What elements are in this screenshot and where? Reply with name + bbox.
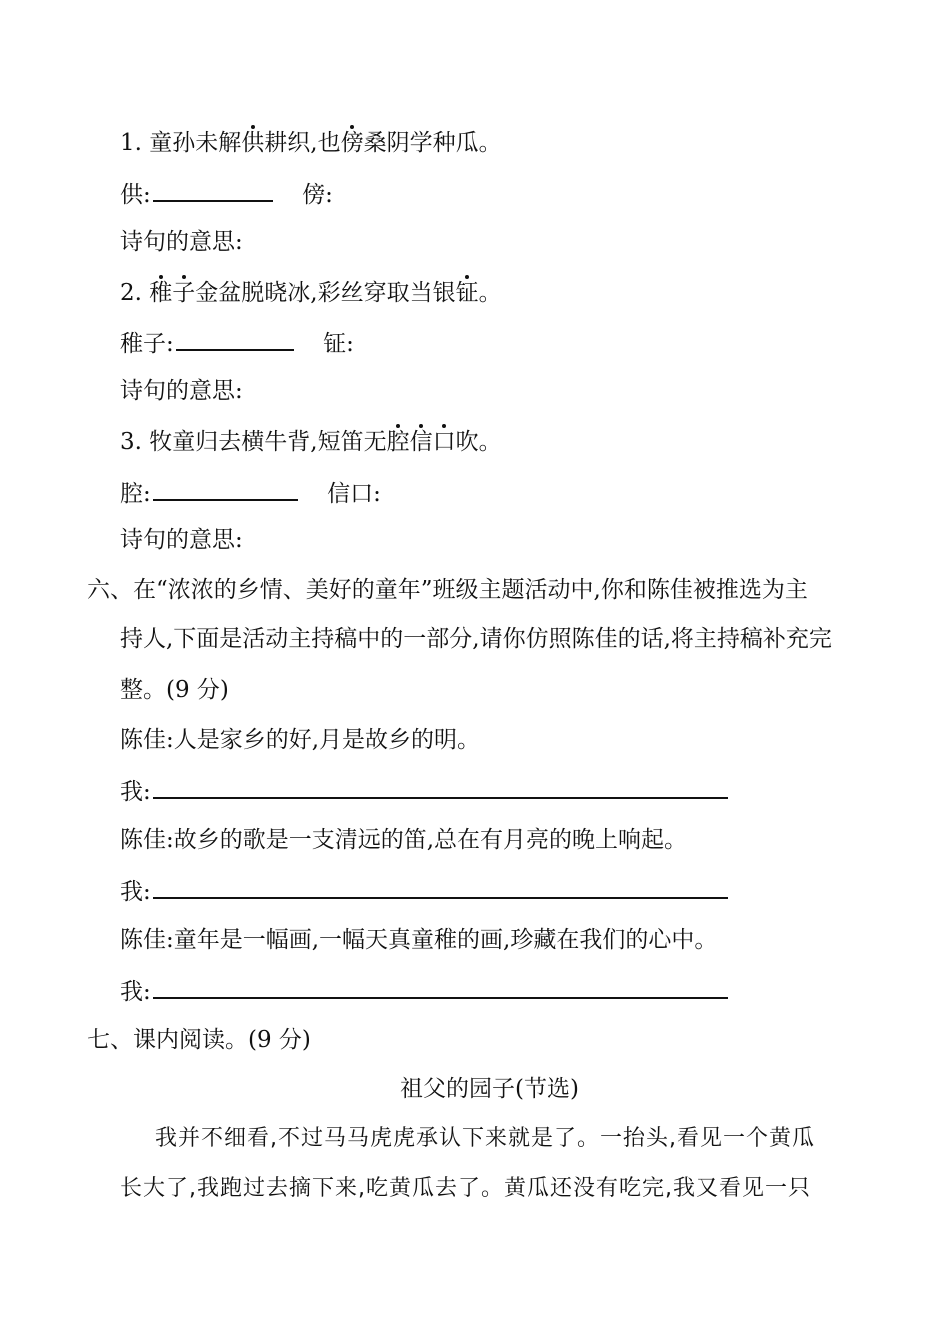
q6-title-line-3: 整。(9 分) [120,677,229,703]
dotted-char: 傍 [340,130,364,156]
dotted-char: 供 [241,130,265,156]
blank-label: 稚子: [120,331,174,357]
blank-line-1 [120,178,333,210]
answer-label: 我: [120,979,151,1005]
dotted-char: 稚 [149,280,173,306]
poem-text: 金盆脱晓冰,彩丝穿取当银 [195,280,456,306]
poem-line-1 [120,128,502,158]
blank-label: 供: [120,182,151,208]
q6-title-line-2: 持人,下面是活动主持稿中的一部分,请你仿照陈佳的话,将主持稿补充完 [120,626,832,652]
answer-blank[interactable] [153,875,728,899]
dotted-char: 信 [409,429,433,455]
meaning-line-1: 诗句的意思: [120,229,243,255]
blank-label: 钲: [323,331,354,357]
poem-line-2 [120,278,502,308]
poem-line-3 [120,427,502,457]
chenjia-line-2: 陈佳:故乡的歌是一支清远的笛,总在有月亮的晚上响起。 [120,827,688,853]
passage-title: 祖父的园子(节选) [400,1076,579,1102]
answer-blank[interactable] [153,775,728,799]
dotted-char: 钲 [455,280,479,306]
poem-text: 童孙未解 [149,130,242,156]
poem-text: 吹。 [455,429,502,455]
dotted-char: 子 [172,280,196,306]
poem-text: 耕织,也 [264,130,341,156]
poem-text: 桑阴学种瓜。 [363,130,502,156]
poem-text: 。 [478,280,502,306]
answer-blank[interactable] [153,975,728,999]
answer-line-3 [120,975,728,1007]
item-number: 1. [120,130,142,156]
item-number: 2. [120,280,142,306]
item-number: 3. [120,429,142,455]
dotted-char: 口 [432,429,456,455]
q7-title: 七、课内阅读。(9 分) [87,1027,311,1053]
blank-label: 腔: [120,481,151,507]
answer-blank[interactable] [153,477,298,501]
chenjia-line-3: 陈佳:童年是一幅画,一幅天真童稚的画,珍藏在我们的心中。 [120,927,718,953]
blank-line-3 [120,477,381,509]
dotted-char: 腔 [386,429,410,455]
answer-label: 我: [120,879,151,905]
passage-line-1: 我并不细看,不过马马虎虎承认下来就是了。一抬头,看见一个黄瓜 [155,1126,815,1151]
answer-blank[interactable] [153,178,273,202]
q6-title-line-1: 六、在“浓浓的乡情、美好的童年”班级主题活动中,你和陈佳被推选为主 [87,577,808,603]
blank-line-2 [120,327,354,359]
answer-line-2 [120,875,728,907]
chenjia-line-1: 陈佳:人是家乡的好,月是故乡的明。 [120,727,481,753]
passage-line-2: 长大了,我跑过去摘下来,吃黄瓜去了。黄瓜还没有吃完,我又看见一只 [120,1176,811,1201]
poem-text: 牧童归去横牛背,短笛无 [149,429,387,455]
blank-label: 傍: [302,182,333,208]
meaning-line-2: 诗句的意思: [120,378,243,404]
blank-label: 信口: [327,481,381,507]
meaning-line-3: 诗句的意思: [120,527,243,553]
answer-blank[interactable] [176,327,294,351]
answer-line-1 [120,775,728,807]
answer-label: 我: [120,779,151,805]
